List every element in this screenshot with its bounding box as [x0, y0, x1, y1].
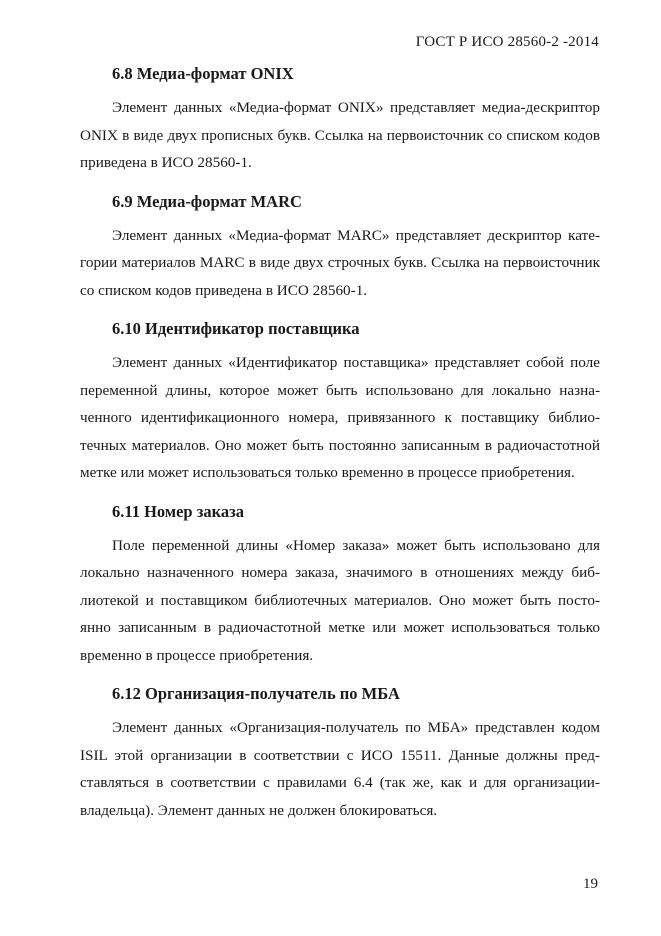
- document-header: ГОСТ Р ИСО 28560-2 -2014: [415, 34, 599, 50]
- section-paragraph: Элемент данных «Медиа-формат ONIX» представляет медиа-дескриптор ONIX в виде двух прописных букв. Ссылка на первоисточник со списком кодов приведена в ИСО 28560-1.: [80, 99, 600, 171]
- section-heading: 6.8 Медиа-формат ONIX: [112, 64, 294, 83]
- section-6-10: [80, 317, 600, 487]
- section-paragraph: Поле переменной длины «Номер заказа» может быть использовано для локально назначенного номера заказа, значимого в отношениях между библиотекой и поставщиком библиотечных материалов. Оно может быть постоянно записанным в радиочастотной метке или может использоваться только временно в процессе приобретения.: [80, 536, 600, 664]
- section-6-11: [80, 500, 600, 670]
- section-heading: 6.11 Номер заказа: [112, 501, 244, 521]
- section-6-9: [80, 190, 600, 305]
- section-heading: 6.10 Идентификатор поставщика: [112, 319, 360, 338]
- section-6-12: [80, 682, 600, 824]
- section-6-8: [80, 62, 600, 177]
- page-number: 19: [583, 876, 598, 892]
- section-heading: 6.9 Медиа-формат MARC: [112, 191, 302, 211]
- section-paragraph: Элемент данных «Организация-получатель по МБА» представлен кодом ISIL этой организации в соответствии с ИСО 15511. Данные должны представляться в соответствии с правилами 6.4 (так же, как и для организации-владельца). Элемент данных не должен блокироваться.: [80, 719, 600, 819]
- section-heading: 6.12 Организация-получатель по МБА: [112, 684, 400, 703]
- section-paragraph: Элемент данных «Идентификатор поставщика» представляет собой поле переменной длины, которое может быть использовано для локально назначенного идентификационного номера, привязанного к поставщику библиотечных материалов. Оно может быть постоянно записанным в радиочастотной метке или может использоваться только временно в процессе приобретения.: [80, 354, 600, 481]
- document-body: [80, 62, 600, 824]
- section-paragraph: Элемент данных «Медиа-формат MARC» представляет дескриптор категории материалов MARC в виде двух строчных букв. Ссылка на первоисточник со списком кодов приведена в ИСО 28560-1.: [80, 226, 600, 299]
